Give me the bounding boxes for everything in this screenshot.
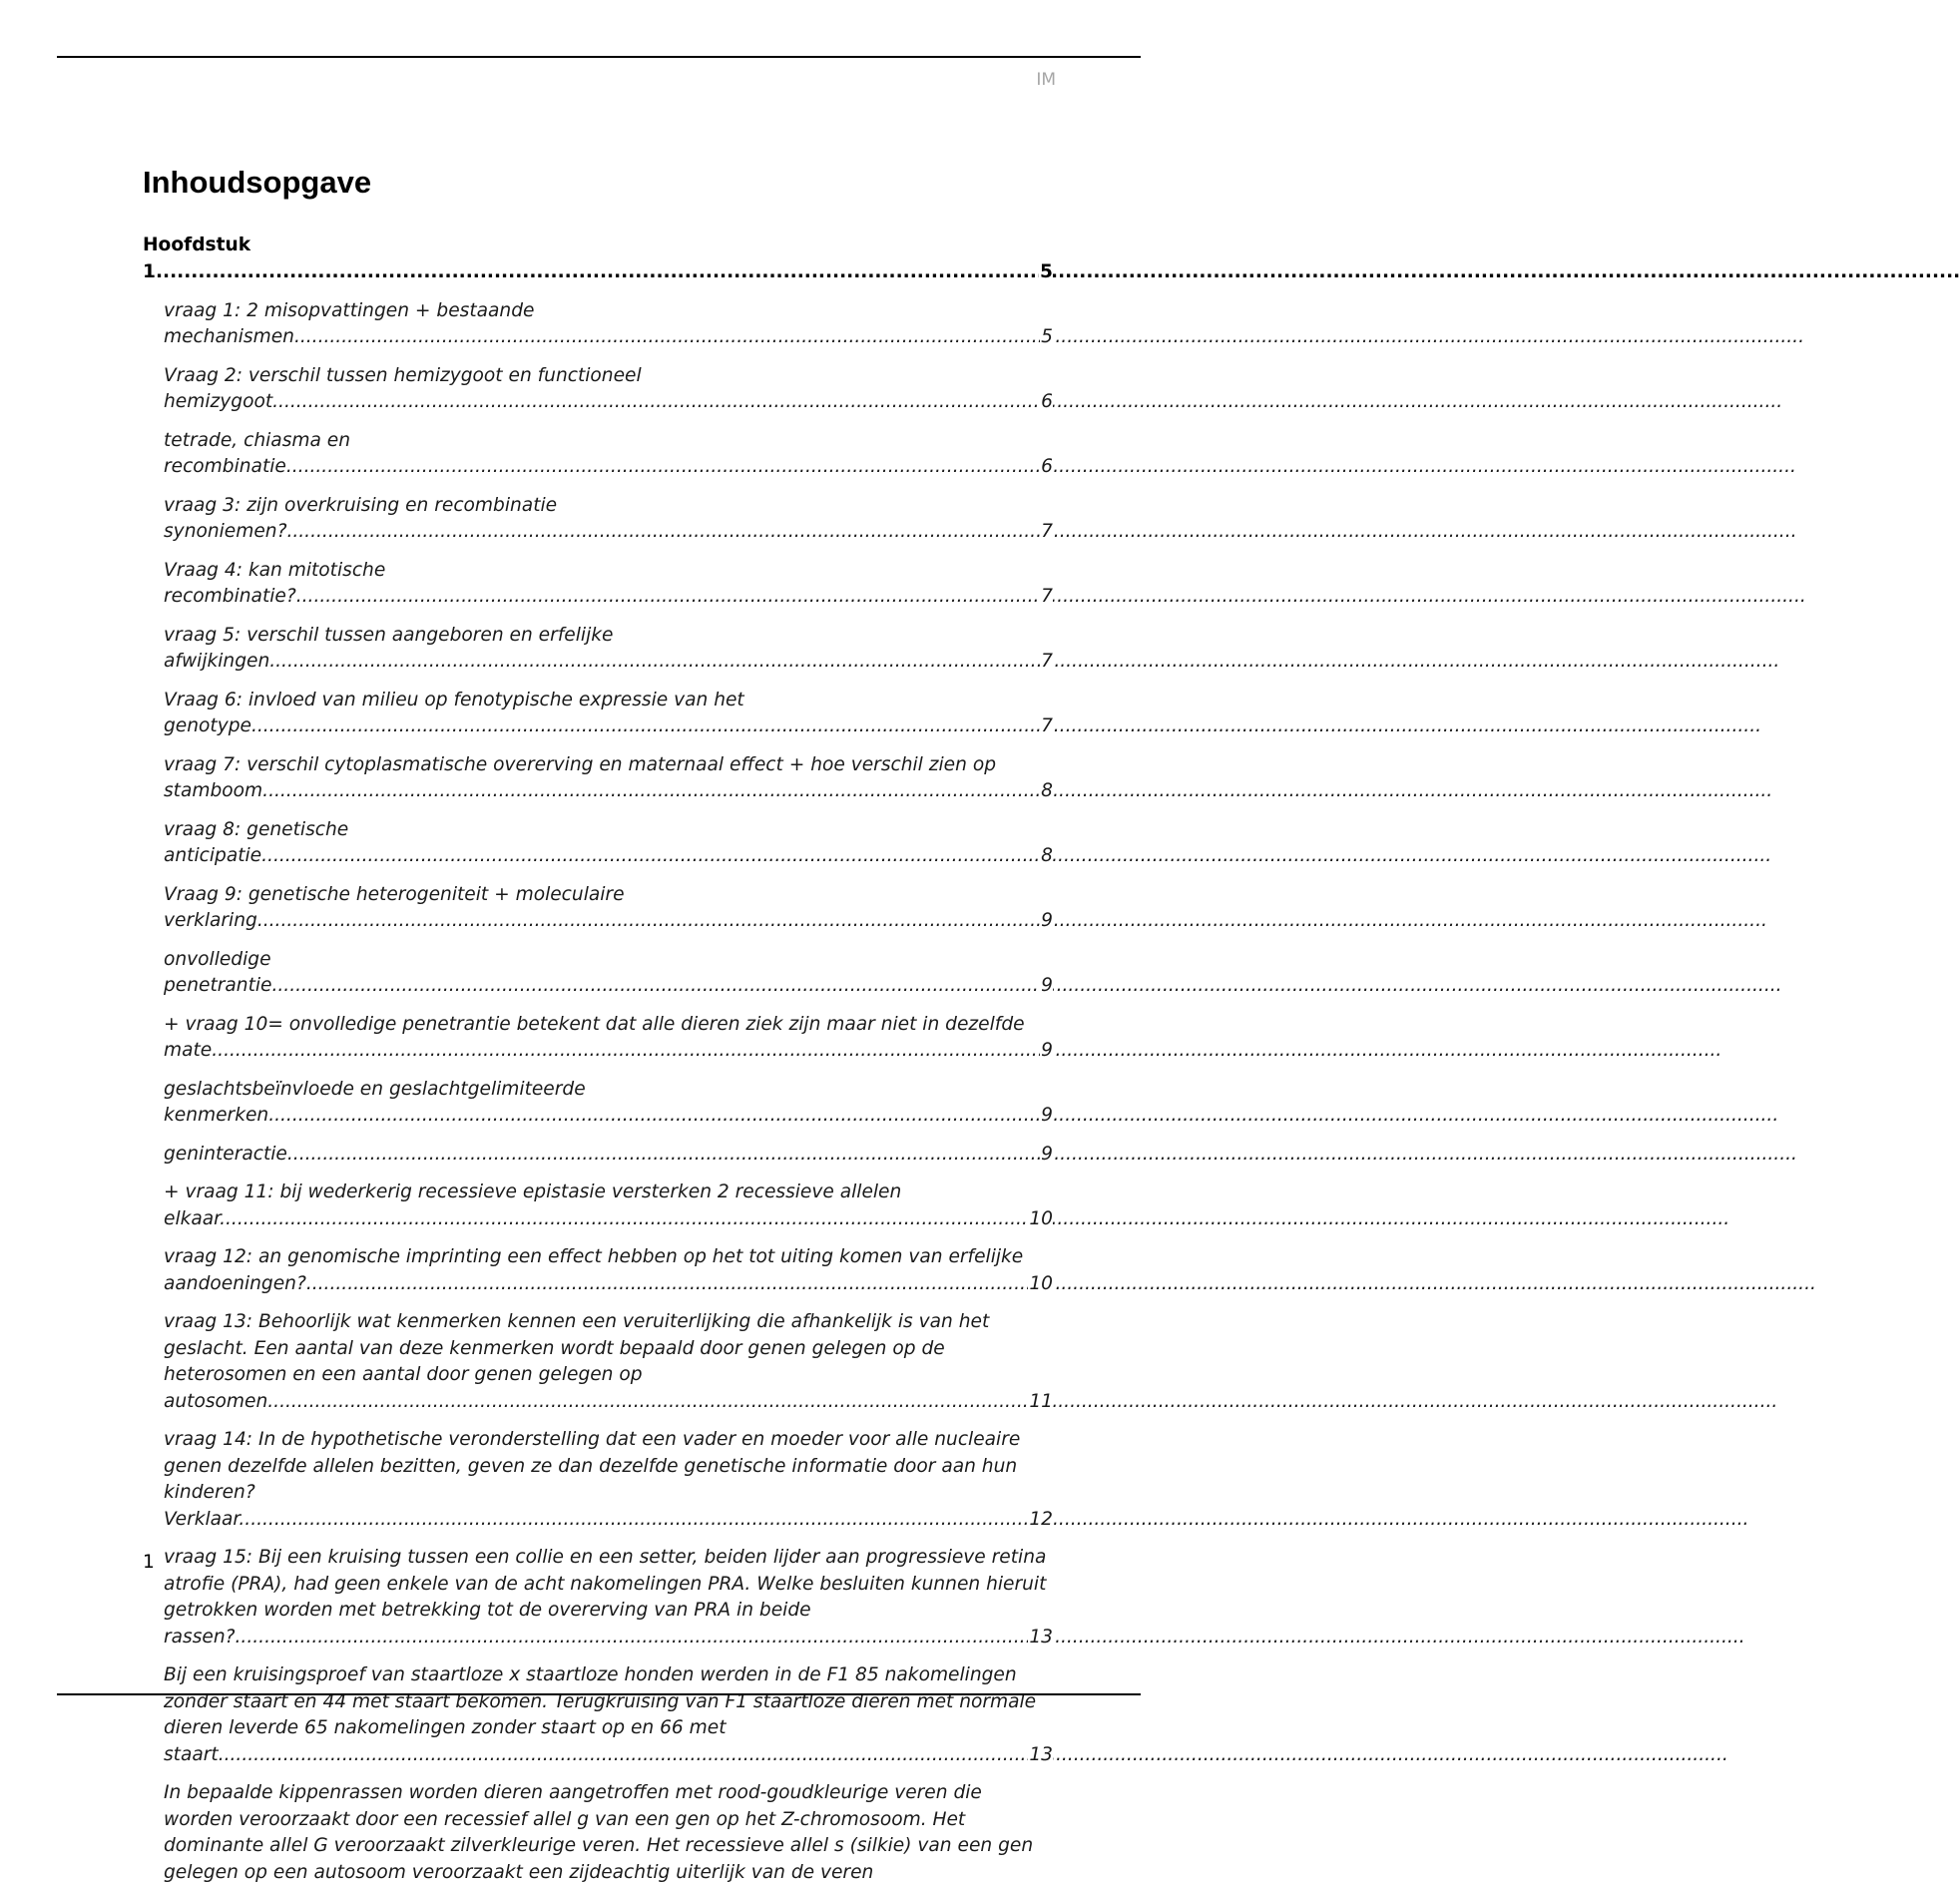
toc-entry-page: 9 bbox=[1040, 1142, 1053, 1169]
toc-entry-text: vraag 15: Bij een kruising tussen een collie en een setter, beiden lijder aan progressieve retina atrofie (PRA), had geen enkele van de acht nakomelingen PRA. Welke besluiten kunnen hieruit getrokken worden met betrekking tot de overerving van PRA in beide rassen? ..... bbox=[164, 1547, 1745, 1648]
header-rule bbox=[57, 56, 1141, 58]
toc-entry-kruisingsproef[interactable] bbox=[143, 1662, 1053, 1768]
toc-entry-kippenrassen[interactable] bbox=[143, 1780, 1053, 1886]
toc-entry-vraag-15[interactable] bbox=[143, 1545, 1053, 1650]
toc-entry-vraag-8[interactable] bbox=[143, 817, 1053, 870]
toc-entry-page: 9 bbox=[1040, 1038, 1053, 1065]
toc-entry-text: onvolledige penetrantie ..... bbox=[164, 949, 1782, 997]
toc-entry-page: 8 bbox=[1040, 843, 1053, 870]
toc-entry-vraag-7[interactable] bbox=[143, 752, 1053, 805]
footer-rule bbox=[57, 1693, 1141, 1695]
toc-entry-page: 7 bbox=[1040, 584, 1053, 611]
toc-entry-text: vraag 1: 2 misopvattingen + bestaande mechanismen ..... bbox=[164, 300, 1804, 348]
toc-entry-page: 7 bbox=[1040, 519, 1053, 546]
toc-entry-vraag-3[interactable] bbox=[143, 493, 1053, 546]
toc-entry-text: Vraag 4: kan mitotische recombinatie? ..... bbox=[164, 560, 1806, 608]
toc-entry-onvolledige-penetrantie[interactable] bbox=[143, 947, 1053, 1000]
toc-entry-page: 9 bbox=[1040, 1103, 1053, 1130]
toc-entry-page: 13 bbox=[1028, 1625, 1053, 1651]
toc-title: Inhoudsopgave bbox=[143, 165, 372, 200]
toc-entry-vraag-11[interactable] bbox=[143, 1179, 1053, 1232]
toc-entry-text: tetrade, chiasma en recombinatie ..... bbox=[164, 430, 1796, 478]
toc-entry-text: Bij een kruisingsproef van staartloze x staartloze honden werden in de F1 85 nakomelingen zonder staart en 44 met staart bekomen. Terugkruising van F1 staartloze dieren met normale dieren leverde 65 nakomelingen zonder staart op en 66 met staart ..... bbox=[164, 1664, 1728, 1765]
toc-entry-text: geninteractie ..... bbox=[164, 1144, 1797, 1165]
toc-entry-page: 6 bbox=[1040, 454, 1053, 481]
toc-entry-vraag-2[interactable] bbox=[143, 363, 1053, 416]
toc-entry-vraag-6[interactable] bbox=[143, 688, 1053, 740]
toc-entry-text: + vraag 11: bij wederkerig recessieve epistasie versterken 2 recessieve allelen elkaar ..... bbox=[164, 1181, 1729, 1229]
toc-entry-vraag-12[interactable] bbox=[143, 1244, 1053, 1297]
toc-entry-tetrade[interactable] bbox=[143, 428, 1053, 481]
toc-entry-page: 6 bbox=[1040, 389, 1053, 416]
toc-entry-text: Hoofdstuk 1 ..... bbox=[143, 235, 1960, 282]
toc-entry-page: 12 bbox=[1028, 1507, 1053, 1534]
toc-entry-text: vraag 12: an genomische imprinting een effect hebben op het tot uiting komen van erfelijke aandoeningen? ..... bbox=[164, 1246, 1816, 1294]
toc-entry-page: 9 bbox=[1040, 908, 1053, 935]
toc-entry-text: vraag 13: Behoorlijk wat kenmerken kennen een veruiterlijking die afhankelijk is van het geslacht. Een aantal van deze kenmerken wordt bepaald door genen gelegen op de heterosomen en een aantal door genen gelegen op autosomen ..... bbox=[164, 1311, 1777, 1412]
toc-entry-vraag-14[interactable] bbox=[143, 1427, 1053, 1533]
table-of-contents bbox=[143, 233, 1053, 1886]
toc-entry-geninteractie[interactable] bbox=[143, 1142, 1053, 1169]
toc-entry-text: In bepaalde kippenrassen worden dieren aangetroffen met rood-goudkleurige veren die worden veroorzaakt door een recessief allel g van een gen op het Z-chromosoom. Het dominante allel G veroorzaakt zilverkleurige veren. Het recessieve allel s (silkie) van een gen gelegen op een autosoom veroorzaakt een zijdeachtig uiterlijk van de veren bbox=[164, 1782, 1034, 1883]
toc-entry-text: vraag 5: verschil tussen aangeboren en erfelijke afwijkingen ..... bbox=[164, 625, 1779, 673]
toc-entry-text: Vraag 6: invloed van milieu op fenotypische expressie van het genotype ..... bbox=[164, 690, 1761, 737]
toc-entry-vraag-1[interactable] bbox=[143, 298, 1053, 351]
toc-entry-page: 9 bbox=[1040, 973, 1053, 1000]
page-number: 1 bbox=[143, 1552, 155, 1573]
toc-entry-text: vraag 3: zijn overkruising en recombinatie synoniemen? ..... bbox=[164, 495, 1797, 543]
toc-entry-page: 5 bbox=[1040, 324, 1053, 351]
toc-entry-vraag-13[interactable] bbox=[143, 1309, 1053, 1415]
toc-entry-page: 8 bbox=[1040, 778, 1053, 805]
toc-entry-hoofdstuk-1[interactable] bbox=[143, 233, 1053, 285]
toc-entry-text: Vraag 2: verschil tussen hemizygoot en functioneel hemizygoot ..... bbox=[164, 365, 1782, 413]
header-initials: IM bbox=[1036, 70, 1056, 90]
toc-entry-text: + vraag 10= onvolledige penetrantie betekent dat alle dieren ziek zijn maar niet in dezelfde mate ..... bbox=[164, 1014, 1721, 1062]
toc-entry-vraag-10[interactable] bbox=[143, 1012, 1053, 1065]
toc-entry-text: Vraag 9: genetische heterogeniteit + moleculaire verklaring ..... bbox=[164, 884, 1767, 932]
toc-entry-page: 7 bbox=[1040, 713, 1053, 740]
toc-entry-page: 10 bbox=[1028, 1206, 1053, 1233]
toc-entry-page: 11 bbox=[1028, 1389, 1053, 1416]
toc-entry-page: 7 bbox=[1040, 649, 1053, 676]
toc-entry-page: 10 bbox=[1028, 1271, 1053, 1298]
toc-entry-geslachtsbeinvloede[interactable] bbox=[143, 1077, 1053, 1130]
toc-entry-text: vraag 7: verschil cytoplasmatische overerving en maternaal effect + hoe verschil zien op stamboom ..... bbox=[164, 754, 1772, 802]
toc-entry-text: geslachtsbeïnvloede en geslachtgelimiteerde kenmerken ..... bbox=[164, 1079, 1778, 1127]
toc-entry-vraag-5[interactable] bbox=[143, 623, 1053, 676]
toc-entry-text: vraag 8: genetische anticipatie ..... bbox=[164, 819, 1771, 867]
toc-entry-page: 13 bbox=[1028, 1742, 1053, 1769]
toc-entry-page: 5 bbox=[1039, 259, 1053, 286]
toc-entry-vraag-4[interactable] bbox=[143, 558, 1053, 611]
toc-entry-vraag-9[interactable] bbox=[143, 882, 1053, 935]
toc-entry-text: vraag 14: In de hypothetische veronderstelling dat een vader en moeder voor alle nucleaire genen dezelfde allelen bezitten, geven ze dan dezelfde genetische informatie door aan hun kinderen? Verklaar ..... bbox=[164, 1429, 1748, 1530]
